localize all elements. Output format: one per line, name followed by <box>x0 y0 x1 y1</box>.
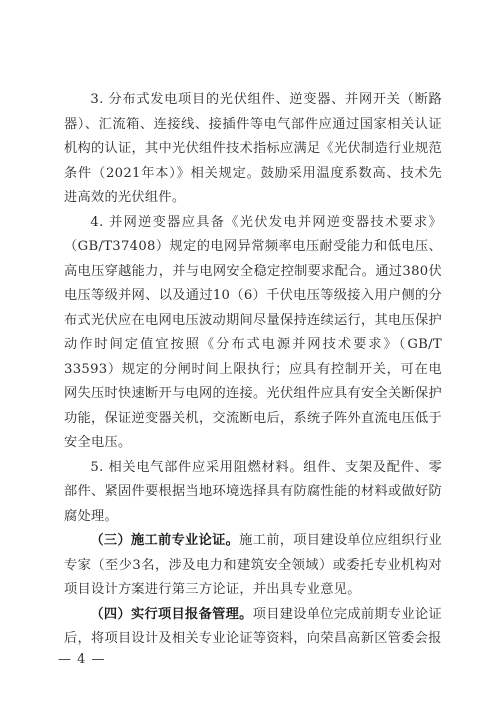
paragraph-item-4 <box>64 211 442 456</box>
document-body <box>64 88 442 652</box>
paragraph-text: 项目建设单位完成前期专业论证后，将项目设计及相关专业论证等资料，向荣昌高新区管委会报 <box>64 606 442 646</box>
paragraph-text: 5. 相关电气部件应采用阻燃材料。组件、支架及配件、零部件、紧固件要根据当地环境选择具有防腐性能的材料或做好防腐处理。 <box>64 459 442 524</box>
paragraph-text: 4. 并网逆变器应具备《光伏发电并网逆变器技术要求》（GB/T37408）规定的电网异常频率电压耐受能力和低电压、高电压穿越能力，并与电网安全稳定控制要求配合。通过380伏电压等级并网、以及通过10（6）千伏电压等级接入用户侧的分布式光伏应在电网电压波动期间尽量保持连续运行，其电压保护动作时间定值宜按照《分布式电源并网技术要求》（GB/T 33593）规定的分闸时间上限执行；应具有控制开关，可在电网失压时快速断开与电网的连接。光伏组件应具有安全关断保护功能，保证逆变器关机，交流断电后，系统子阵外直流电压低于安全电压。 <box>64 214 442 450</box>
paragraph-item-3 <box>64 88 442 211</box>
paragraph-text: 施工前，项目建设单位应组织行业专家（至少3名，涉及电力和建筑安全领域）或委托专业机构对项目设计方案进行第三方论证，并出具专业意见。 <box>64 533 442 597</box>
paragraph-text: 3. 分布式发电项目的光伏组件、逆变器、并网开关（断路器）、汇流箱、连接线、接插件等电气部件应通过国家相关认证机构的认证，其中光伏组件技术指标应满足《光伏制造行业规范条件（2021年本）》相关规定。鼓励采用温度系数高、技术先进高效的光伏组件。 <box>64 92 442 205</box>
section-project-filing <box>64 603 442 652</box>
section-pre-construction-review <box>64 529 442 603</box>
section-heading: （三）施工前专业论证。 <box>90 533 240 548</box>
page-number: — 4 — <box>58 652 106 667</box>
section-heading: （四）实行项目报备管理。 <box>90 606 253 622</box>
paragraph-item-5 <box>64 456 442 530</box>
